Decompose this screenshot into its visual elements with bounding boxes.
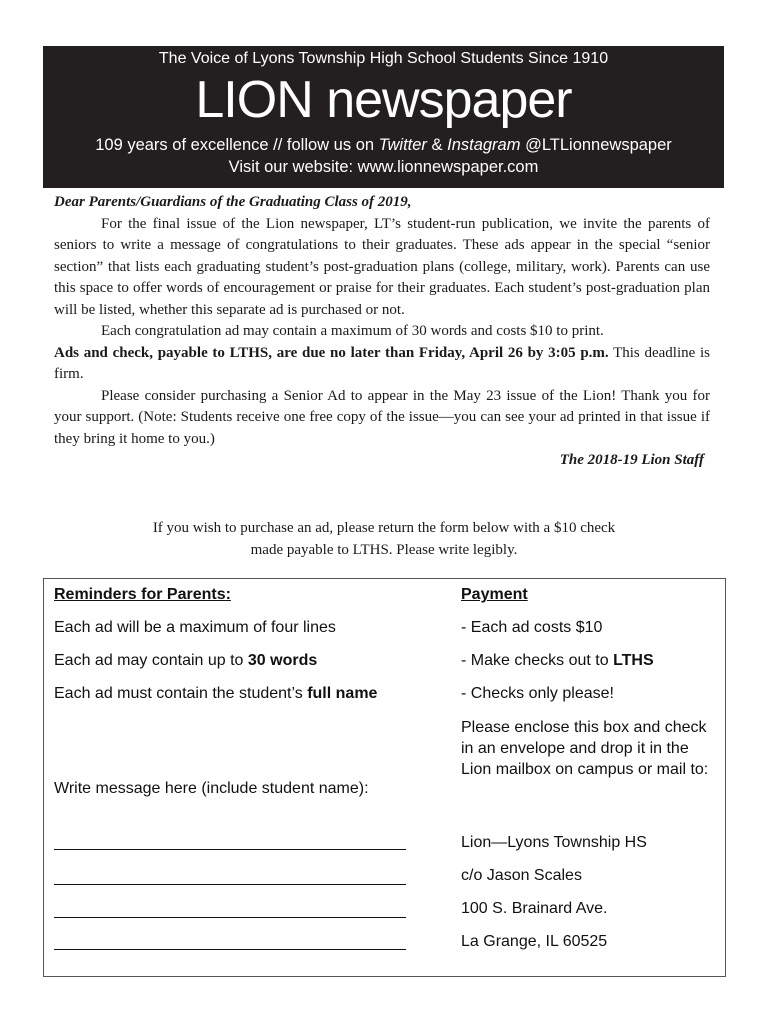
instagram-label: Instagram (447, 136, 521, 154)
social-line-prefix: 109 years of excellence // follow us on (95, 136, 379, 154)
reminder-full-name-bold: full name (307, 685, 378, 702)
form-intro-line-2: made payable to LTHS. Please write legibly. (250, 542, 518, 558)
message-line-1[interactable] (54, 849, 406, 850)
reminder-full-name (54, 685, 377, 703)
reminder-word-limit (54, 652, 317, 670)
payment-payable (461, 652, 654, 670)
social-handle: @LTLionnewspaper (520, 136, 672, 154)
reminder-full-name-text: Each ad must contain the student’s (54, 685, 308, 702)
reminders-heading: Reminders for Parents: (54, 586, 231, 603)
letter-salutation: Dear Parents/Guardians of the Graduating Class of 2019, (54, 194, 412, 210)
message-line-2[interactable] (54, 884, 406, 885)
letter-body (54, 192, 710, 472)
payment-cost: - Each ad costs $10 (461, 619, 603, 636)
twitter-label: Twitter (378, 136, 427, 154)
masthead (43, 46, 724, 188)
address-line-4: La Grange, IL 60525 (461, 933, 608, 950)
masthead-tagline: The Voice of Lyons Township High School Students Since 1910 (158, 50, 609, 67)
order-form (43, 578, 726, 977)
letter-paragraph-1: For the final issue of the Lion newspaper, LT’s student-run publication, we invite the parents of seniors to write a message of congratulations to their graduates. These ads appear in the special “senior section” that lists each graduating student’s post-graduation plans (college, military, work). Parents can use this space to offer words of encouragement or praise for their graduates. Each student’s post-graduation plan will be listed, whether this separate ad is purchased or not. (54, 215, 710, 318)
form-intro (54, 517, 714, 561)
payment-heading: Payment (461, 586, 528, 603)
letter-paragraph-2-intro: Each congratulation ad may contain a maximum of 30 words and costs $10 to print. (101, 323, 604, 339)
reminder-four-lines: Each ad will be a maximum of four lines (54, 619, 336, 636)
masthead-social-line (43, 136, 724, 155)
address-line-1: Lion—Lyons Township HS (461, 834, 647, 851)
message-line-3[interactable] (54, 917, 406, 918)
reminder-word-limit-text: Each ad may contain up to (54, 652, 248, 669)
social-line-amp: & (426, 136, 448, 154)
deadline-tail: This deadline is firm. (54, 344, 710, 382)
write-message-label: Write message here (include student name): (54, 780, 369, 797)
deadline-bold: Ads and check, payable to LTHS, are due no later than Friday, April 26 by 3:05 p.m. (54, 344, 609, 361)
payment-checks-only: - Checks only please! (461, 685, 614, 702)
reminder-word-limit-bold: 30 words (247, 652, 318, 669)
message-line-4[interactable] (54, 949, 406, 950)
enclose-instructions: Please enclose this box and check in an envelope and drop it in the Lion mailbox on campus or mail to: (461, 719, 709, 778)
masthead-website: Visit our website: www.lionnewspaper.com (228, 158, 539, 176)
form-intro-line-1: If you wish to purchase an ad, please return the form below with a $10 check (152, 520, 616, 536)
letter-paragraph-3: Please consider purchasing a Senior Ad to appear in the May 23 issue of the Lion! Thank you for your support. (Note: Students receive one free copy of the issue—you can see your ad printed in that issue if they bring it home to you.) (54, 387, 710, 447)
letter-signature: The 2018-19 Lion Staff (559, 452, 704, 468)
address-line-3: 100 S. Brainard Ave. (461, 900, 608, 917)
payment-payable-bold: LTHS (613, 652, 654, 669)
payment-payable-text: - Make checks out to (461, 652, 614, 669)
newspaper-title: LION newspaper (195, 71, 572, 129)
address-line-2: c/o Jason Scales (461, 867, 582, 884)
letter-paragraph-2-deadline (54, 343, 710, 386)
